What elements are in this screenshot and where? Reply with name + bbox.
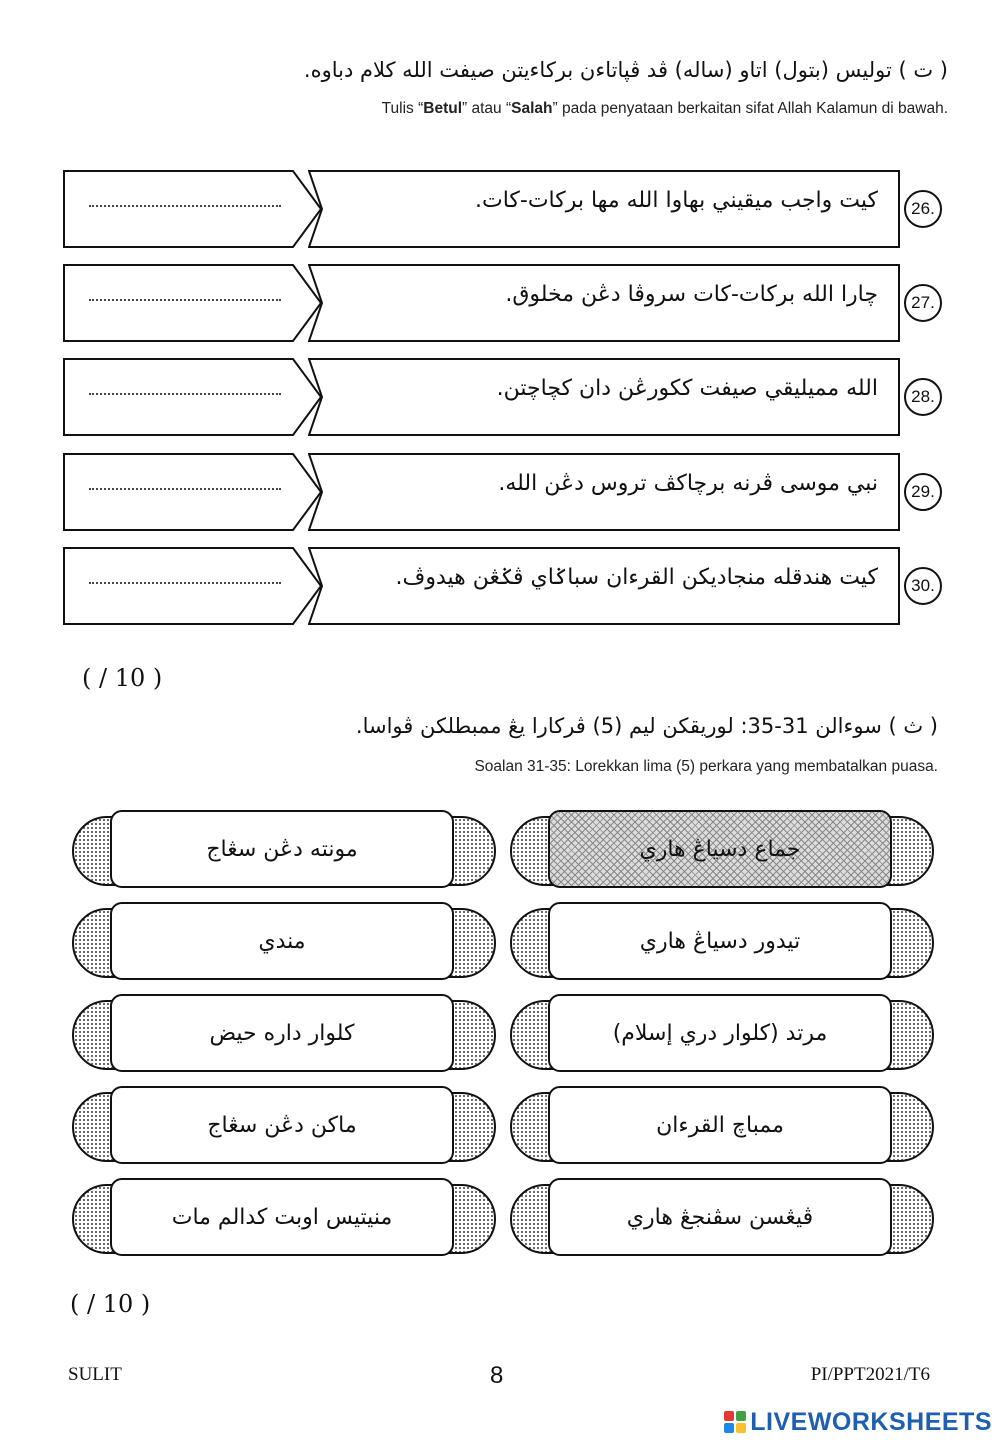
pill-body[interactable] (110, 994, 454, 1072)
answer-blank[interactable] (89, 204, 281, 207)
question-number: 28. (904, 378, 942, 416)
option-text: ممباچ القرءان (656, 1112, 784, 1138)
statement-text: كيت واجب ميقيني بهاوا الله مها بركات-كات. (475, 188, 878, 213)
statement-text: نبي موسى ڤرنه برچاكڤ تروس دڠن الله. (498, 471, 878, 496)
pill-body[interactable] (110, 1178, 454, 1256)
section-t-title-jawi: ( ت ) توليس (بتول) اتاو (ساله) ڤد ڤڽاتاءن بركاءيتن صيفت الله كلام دباوه. (303, 58, 948, 82)
pill-body[interactable] (548, 1178, 892, 1256)
answer-box[interactable] (63, 264, 325, 342)
statement-box (308, 358, 900, 434)
answer-box[interactable] (63, 170, 325, 248)
pill-body[interactable] (548, 810, 892, 888)
option-text: منيتيس اوبت كدالم مات (171, 1204, 393, 1230)
section-th-title-rumi: Soalan 31-35: Lorekkan lima (5) perkara yang membatalkan puasa. (474, 758, 938, 775)
option-right-4[interactable] (510, 1086, 930, 1164)
pill-body[interactable] (110, 902, 454, 980)
option-right-1[interactable] (510, 810, 930, 888)
answer-box[interactable] (63, 358, 325, 436)
footer-sulit: SULIT (68, 1364, 122, 1385)
option-left-3[interactable] (72, 994, 492, 1072)
section-th-title-jawi: ( ث ) سوءالن 31-35: لوريقكن ليم (5) ڤركارا يڠ ممبطلكن ڤواسا. (355, 714, 938, 738)
footer-code: PI/PPT2021/T6 (810, 1364, 930, 1385)
option-text: مندي (258, 928, 306, 954)
option-right-3[interactable] (510, 994, 930, 1072)
option-left-4[interactable] (72, 1086, 492, 1164)
answer-box[interactable] (63, 453, 325, 531)
question-row (63, 547, 943, 627)
section-t-score: ( / 10 ) (82, 664, 163, 692)
answer-blank[interactable] (89, 298, 281, 301)
option-text: مرتد (كلوار دري إسلام) (612, 1020, 828, 1046)
section-t-title-rumi: Tulis “Betul” atau “Salah” pada penyataan berkaitan sifat Allah Kalamun di bawah. (381, 100, 948, 117)
statement-box (308, 264, 900, 340)
answer-blank[interactable] (89, 487, 281, 490)
option-right-5[interactable] (510, 1178, 930, 1256)
option-text: مونته دڠن سڠاج (206, 836, 358, 862)
statement-text: الله مميليقي صيفت ككورڠن دان كچاچتن. (496, 376, 878, 401)
option-left-5[interactable] (72, 1178, 492, 1256)
question-number: 30. (904, 567, 942, 605)
pill-body[interactable] (548, 1086, 892, 1164)
section-th-score: ( / 10 ) (70, 1290, 151, 1318)
logo-icon (724, 1411, 746, 1433)
statement-text: چارا الله بركات-كات سروڤا دڠن مخلوق. (505, 282, 878, 307)
question-row (63, 453, 943, 533)
page-number: 8 (490, 1362, 504, 1389)
statement-box (308, 547, 900, 623)
pill-body[interactable] (548, 902, 892, 980)
option-text: تيدور دسياڠ هاري (639, 928, 801, 954)
option-right-2[interactable] (510, 902, 930, 980)
option-text: جماع دسياڠ هاري (639, 836, 801, 862)
answer-blank[interactable] (89, 581, 281, 584)
statement-box (308, 453, 900, 529)
question-number: 29. (904, 473, 942, 511)
pill-body[interactable] (548, 994, 892, 1072)
question-number: 26. (904, 190, 942, 228)
pill-body[interactable] (110, 1086, 454, 1164)
statement-box (308, 170, 900, 246)
pill-body[interactable] (110, 810, 454, 888)
liveworksheets-logo (724, 1408, 992, 1437)
option-text: ڤيڠسن سڤنجڠ هاري (626, 1204, 814, 1230)
option-left-2[interactable] (72, 902, 492, 980)
option-text: ماكن دڠن سڠاج (207, 1112, 357, 1138)
answer-blank[interactable] (89, 392, 281, 395)
question-number: 27. (904, 284, 942, 322)
answer-box[interactable] (63, 547, 325, 625)
question-row (63, 358, 943, 438)
question-row (63, 264, 943, 344)
option-text: كلوار داره حيض (209, 1020, 355, 1046)
option-left-1[interactable] (72, 810, 492, 888)
statement-text: كيت هندقله منجاديكن القرءان سباݢاي ڤݢڠن هيدوڤ. (395, 565, 878, 590)
logo-text: LIVEWORKSHEETS (750, 1408, 992, 1436)
question-row (63, 170, 943, 250)
